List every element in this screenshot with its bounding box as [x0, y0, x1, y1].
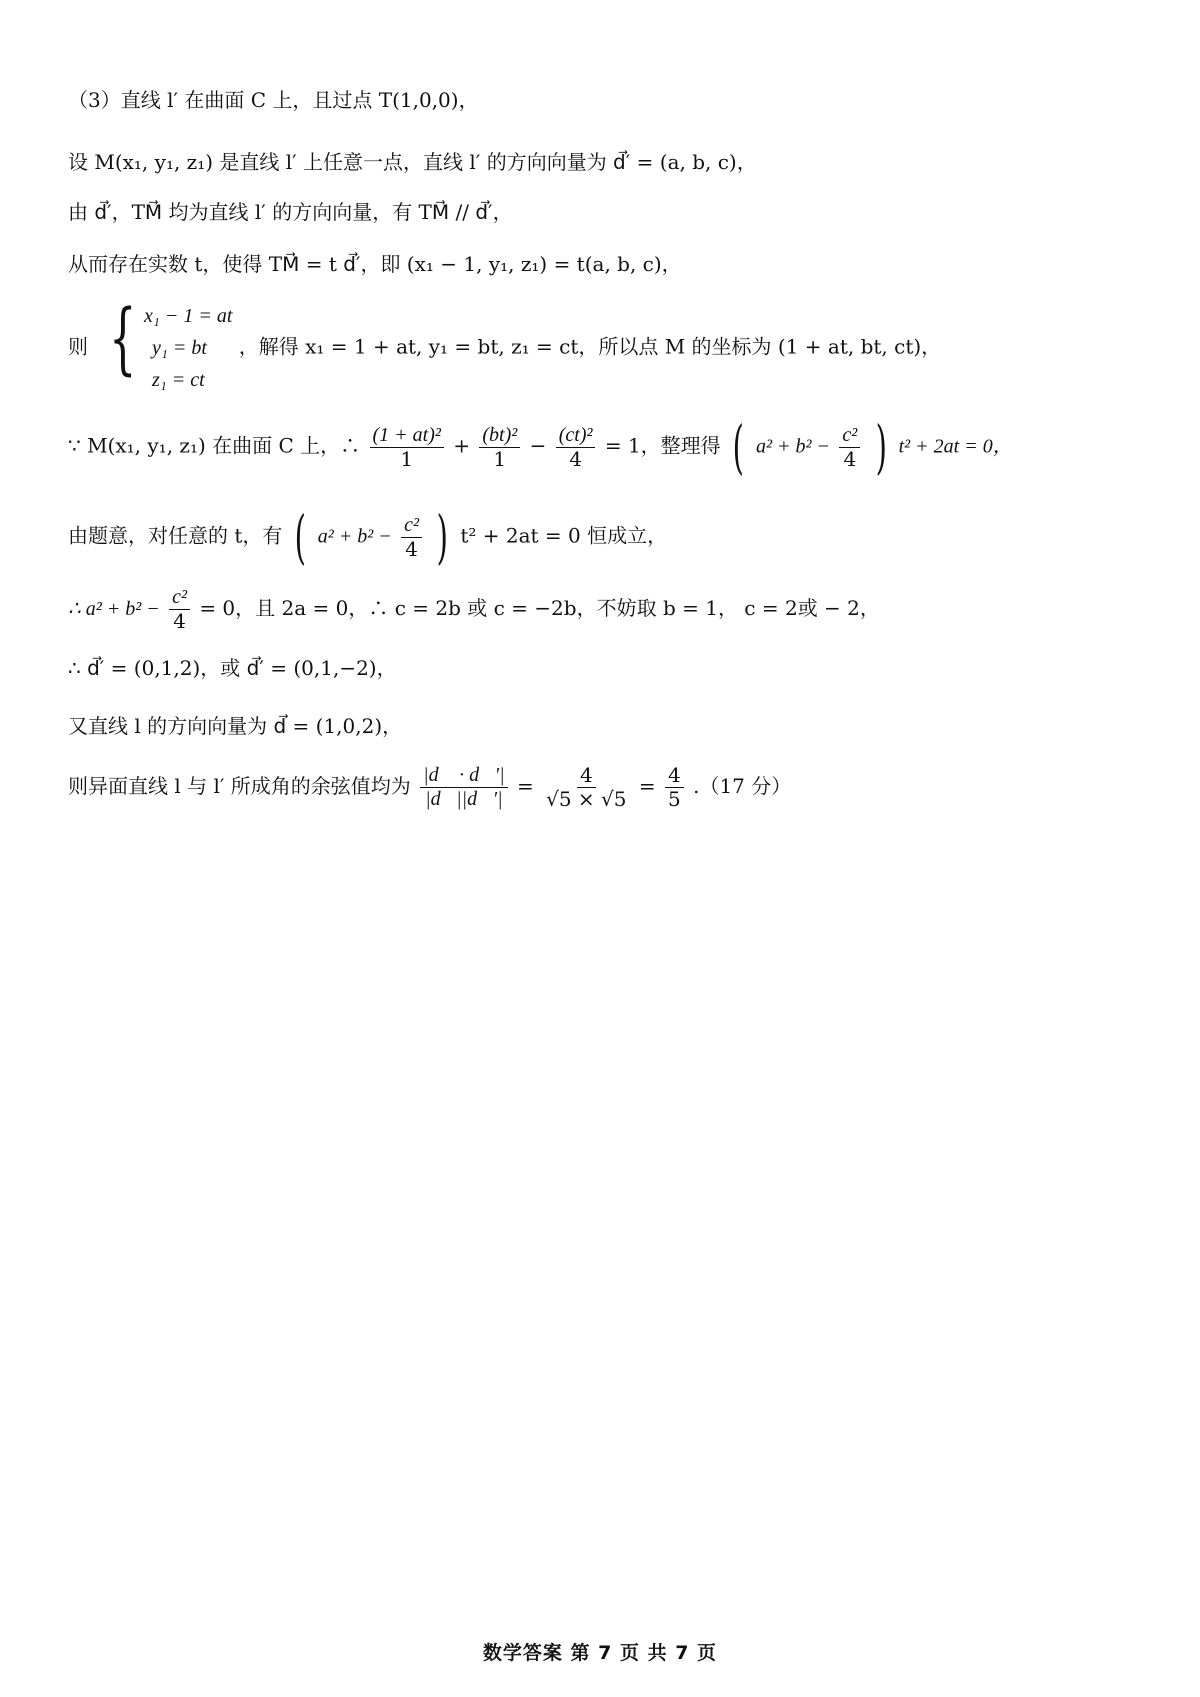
- equation-system: [98, 294, 233, 396]
- system-row-3: z₁ = ct: [152, 369, 205, 391]
- direction-vector-parallel: 由 d⃗′，TM⃗ 均为直线 l′ 的方向向量，有 TM⃗ // d⃗′，: [68, 200, 513, 224]
- system-row-2: y₁ = bt: [152, 337, 207, 359]
- fraction-2: $\frac{\text{(bt)²}}{1}$: [479, 424, 520, 471]
- left-paren-icon: (: [732, 413, 745, 481]
- fraction-c2-over-4: $\frac{\text{c²}}{4}$: [169, 586, 190, 633]
- left-brace-icon: {: [109, 294, 137, 384]
- line-l-direction-line: 又直线 l 的方向向量为 d⃗ = (1,0,2)，: [68, 714, 403, 738]
- system-row-1: x₁ − 1 = at: [144, 305, 233, 327]
- right-paren-icon: ): [875, 413, 887, 481]
- right-paren-icon: ): [437, 503, 449, 571]
- equation-system-line: [68, 294, 942, 396]
- fraction-c2-over-4: $\frac{\text{c²}}{4}$: [839, 424, 860, 471]
- fraction-c2-over-4: $\frac{\text{c²}}{4}$: [401, 514, 422, 561]
- d-prime-values-line: ∴ d⃗′ = (0,1,2)，或 d⃗′ = (0,1,−2)，: [68, 656, 397, 680]
- fraction-3: $\frac{\text{(ct)²}}{4}$: [556, 424, 596, 471]
- system-prefix: 则: [68, 334, 88, 359]
- line6-start: ∵ M(x₁, y₁, z₁) 在曲面 C 上，∴: [68, 433, 361, 458]
- cosine-result-line: 则异面直线 l 与 l′ 所成角的余弦值均为 $\frac{|d⃗ \cdot d⃗'|}{|d⃗||d⃗'|}$ = $\frac{4}{√5 \times √5}$ = $\frac{4}{5}$ .（17 分）: [68, 763, 792, 811]
- real-number-t-line: 从而存在实数 t，使得 TM⃗ = t d⃗′，即 (x₁ − 1, y₁, z₁) = t(a, b, c)，: [68, 252, 682, 276]
- coefficient-conditions-line: ∴ a² + b² − $\frac{\text{c²}}{4}$ = 0，且 2a = 0，∴ c = 2b 或 c = −2b，不妨取 b = 1， c = 2或 − 2，: [68, 586, 880, 633]
- fraction-4-over-5: $\frac{4}{5}$: [665, 764, 684, 811]
- page-footer: 数学答案 第 7 页 共 7 页: [482, 1642, 718, 1664]
- point-m-definition: 设 M(x₁, y₁, z₁) 是直线 l′ 上任意一点，直线 l′ 的方向向量为 d⃗′ = (a, b, c)，: [68, 150, 757, 174]
- system-suffix: ，解得 x₁ = 1 + at, y₁ = bt, z₁ = ct，所以点 M 的坐标为 (1 + at, bt, ct)，: [238, 334, 942, 359]
- fraction-1: $\frac{\text{(1 + at)²}}{1}$: [370, 424, 444, 471]
- left-paren-icon: (: [294, 503, 306, 571]
- part-3-intro: （3）直线 l′ 在曲面 C 上，且过点 T(1,0,0)，: [68, 88, 479, 112]
- fraction-4-over-sqrt: $\frac{4}{√5 \times √5}$: [546, 763, 627, 811]
- surface-equation-line: ∵ M(x₁, y₁, z₁) 在曲面 C 上，∴ $\frac{\text{(1 + at)²}}{1}$ + $\frac{\text{(bt)²}}{1}$ − $\frac{\text{(ct)²}}{4}$ = 1，整理得 ( a² + b² − $\frac{\text{c²}}{4}$ ) t² + 2at = 0，: [68, 413, 1013, 481]
- identity-line: 由题意，对任意的 t，有 ( a² + b² − $\frac{\text{c²}}{4}$ ) t² + 2at = 0 恒成立，: [68, 503, 668, 571]
- fraction-dot-over-norms: $\frac{|d⃗ \cdot d⃗'|}{|d⃗||d⃗'|}$: [420, 764, 507, 811]
